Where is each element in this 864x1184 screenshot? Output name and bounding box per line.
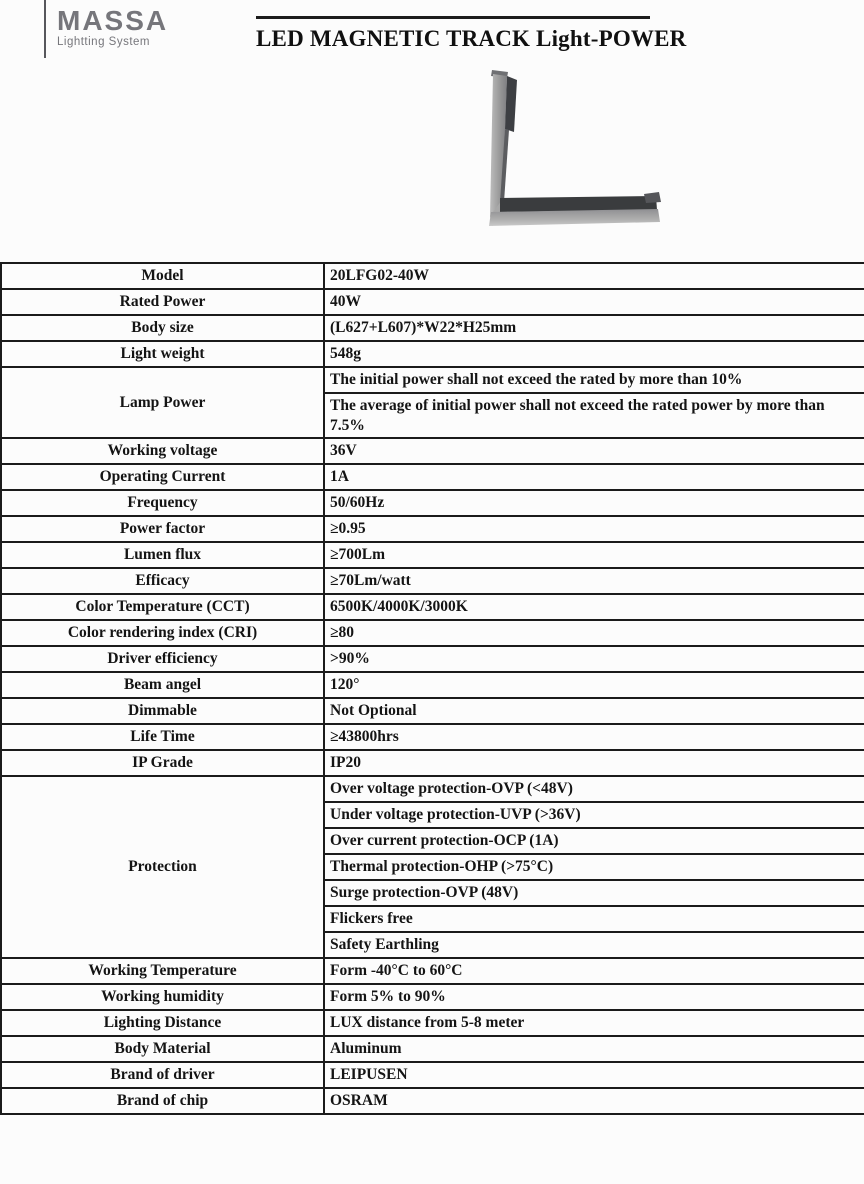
title-rule [256, 16, 650, 19]
spec-label-cell: Life Time [1, 724, 324, 750]
spec-label-cell: Brand of chip [1, 1088, 324, 1114]
table-row [1, 516, 864, 542]
table-row [1, 490, 864, 516]
spec-value-cell: Thermal protection-OHP (>75°C) [324, 854, 864, 880]
spec-label-cell: Rated Power [1, 289, 324, 315]
spec-value-cell: ≥43800hrs [324, 724, 864, 750]
spec-value-cell: ≥700Lm [324, 542, 864, 568]
spec-value-cell: (L627+L607)*W22*H25mm [324, 315, 864, 341]
table-row [1, 367, 864, 393]
table-row [1, 1062, 864, 1088]
table-row [1, 341, 864, 367]
spec-label-cell: Brand of driver [1, 1062, 324, 1088]
spec-value-cell: 548g [324, 341, 864, 367]
spec-label-cell: Body size [1, 315, 324, 341]
spec-value-cell: Form 5% to 90% [324, 984, 864, 1010]
spec-value-cell: 50/60Hz [324, 490, 864, 516]
table-row [1, 724, 864, 750]
page-title: LED MAGNETIC TRACK Light-POWER [256, 25, 687, 51]
brand-name: MASSA [57, 5, 169, 36]
spec-label-cell: Model [1, 263, 324, 289]
spec-value-cell: Not Optional [324, 698, 864, 724]
spec-value-cell: The average of initial power shall not exceed the rated power by more than 7.5% [324, 393, 864, 438]
table-row [1, 698, 864, 724]
spec-label-cell: Lamp Power [1, 367, 324, 438]
spec-value-cell: Over voltage protection-OVP (<48V) [324, 776, 864, 802]
table-row [1, 464, 864, 490]
table-row [1, 1088, 864, 1114]
spec-label-cell: Power factor [1, 516, 324, 542]
spec-value-cell: 40W [324, 289, 864, 315]
spec-label-cell: Beam angel [1, 672, 324, 698]
spec-label-cell: Working humidity [1, 984, 324, 1010]
table-row [1, 1010, 864, 1036]
spec-value-cell: Aluminum [324, 1036, 864, 1062]
table-row [1, 750, 864, 776]
track-light-illustration [478, 62, 678, 240]
spec-table-body [1, 263, 864, 1114]
spec-label-cell: Dimmable [1, 698, 324, 724]
spec-value-cell: 6500K/4000K/3000K [324, 594, 864, 620]
logo-divider-line [44, 0, 46, 58]
spec-value-cell: The initial power shall not exceed the rated by more than 10% [324, 367, 864, 393]
table-row [1, 568, 864, 594]
spec-label-cell: Operating Current [1, 464, 324, 490]
document-header [256, 16, 687, 52]
spec-value-cell: 36V [324, 438, 864, 464]
spec-value-cell: Surge protection-OVP (48V) [324, 880, 864, 906]
spec-label-cell: Protection [1, 776, 324, 958]
spec-value-cell: Under voltage protection-UVP (>36V) [324, 802, 864, 828]
spec-value-cell: 1A [324, 464, 864, 490]
table-row [1, 542, 864, 568]
table-row [1, 776, 864, 802]
spec-value-cell: >90% [324, 646, 864, 672]
table-row [1, 984, 864, 1010]
table-row [1, 594, 864, 620]
spec-label-cell: Working voltage [1, 438, 324, 464]
spec-value-cell: IP20 [324, 750, 864, 776]
spec-value-cell: ≥70Lm/watt [324, 568, 864, 594]
spec-value-cell: OSRAM [324, 1088, 864, 1114]
table-row [1, 646, 864, 672]
spec-label-cell: Lighting Distance [1, 1010, 324, 1036]
spec-label-cell: Body Material [1, 1036, 324, 1062]
brand-logo [57, 7, 168, 48]
spec-value-cell: ≥80 [324, 620, 864, 646]
spec-label-cell: Efficacy [1, 568, 324, 594]
spec-value-cell: LEIPUSEN [324, 1062, 864, 1088]
spec-value-cell: LUX distance from 5-8 meter [324, 1010, 864, 1036]
spec-label-cell: Color Temperature (CCT) [1, 594, 324, 620]
spec-label-cell: Light weight [1, 341, 324, 367]
spec-value-cell: Flickers free [324, 906, 864, 932]
table-row [1, 438, 864, 464]
spec-value-cell: 20LFG02-40W [324, 263, 864, 289]
spec-label-cell: Color rendering index (CRI) [1, 620, 324, 646]
table-row [1, 672, 864, 698]
spec-value-cell: Form -40°C to 60°C [324, 958, 864, 984]
table-row [1, 289, 864, 315]
table-row [1, 620, 864, 646]
table-row [1, 1036, 864, 1062]
product-photo [478, 62, 678, 240]
spec-value-cell: Safety Earthling [324, 932, 864, 958]
spec-label-cell: Working Temperature [1, 958, 324, 984]
spec-value-cell: 120° [324, 672, 864, 698]
spec-label-cell: Lumen flux [1, 542, 324, 568]
spec-value-cell: ≥0.95 [324, 516, 864, 542]
table-row [1, 315, 864, 341]
table-row [1, 263, 864, 289]
spec-label-cell: Frequency [1, 490, 324, 516]
table-row [1, 958, 864, 984]
brand-tagline: Lightting System [57, 36, 151, 48]
spec-value-cell: Over current protection-OCP (1A) [324, 828, 864, 854]
spec-label-cell: Driver efficiency [1, 646, 324, 672]
spec-table [0, 262, 864, 1115]
spec-label-cell: IP Grade [1, 750, 324, 776]
